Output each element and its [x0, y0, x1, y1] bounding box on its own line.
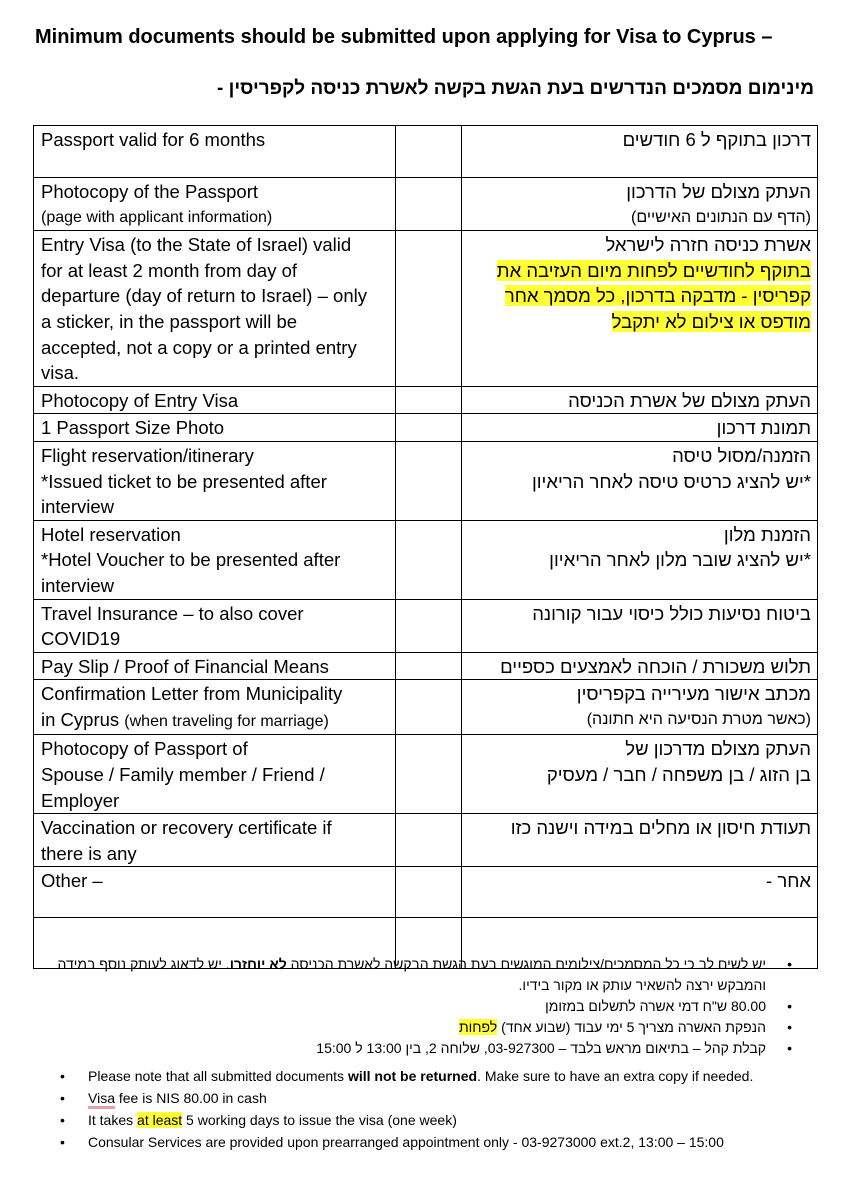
row-en-cell: Hotel reservation *Hotel Voucher to be presented after interview: [34, 520, 396, 599]
table-row: [34, 814, 818, 867]
row-he-cell: תמונת דרכון: [462, 414, 818, 442]
row-en-cell: Photocopy of Entry Visa: [34, 386, 396, 414]
table-row: [34, 735, 818, 814]
page-title-en: Minimum documents should be submitted upon applying for Visa to Cyprus –: [35, 26, 773, 48]
row-check-cell: [396, 231, 462, 387]
row-he-cell: תעודת חיסון או מחלים במידה וישנה כזו: [462, 814, 818, 867]
list-item: • קבלת קהל – בתיאום מראש בלבד – 03-927300, שלוחה 2, בין 13:00 ל 15:00: [52, 1038, 792, 1059]
row-check-cell: [396, 414, 462, 442]
row-he-cell: תלוש משכורת / הוכחה לאמצעים כספיים: [462, 652, 818, 680]
highlight-mark: מודפס או צילום לא יתקבל: [611, 310, 811, 332]
row-he-cell: אחר -: [462, 867, 818, 918]
row-en-cell: Other –: [34, 867, 396, 918]
row-he-cell: הזמנת מלון *יש להציג שובר מלון לאחר הריאיון: [462, 520, 818, 599]
row-check-cell: [396, 735, 462, 814]
row-en-cell: Passport valid for 6 months: [34, 126, 396, 178]
table-row: [34, 386, 818, 414]
row-check-cell: [396, 520, 462, 599]
row-en-cell: Photocopy of Passport of Spouse / Family member / Friend / Employer: [34, 735, 396, 814]
list-item: • 80.00 ש"ח דמי אשרה לתשלום במזומן: [52, 996, 792, 1017]
row-check-cell: [396, 867, 462, 918]
table-row: [34, 441, 818, 520]
highlight-mark: לפחות: [458, 1019, 498, 1035]
highlight-mark: at least: [137, 1112, 183, 1128]
row-en-cell: Pay Slip / Proof of Financial Means: [34, 652, 396, 680]
row-check-cell: [396, 599, 462, 652]
page-title-he: מינימום מסמכים הנדרשים בעת הגשת בקשה לאשרת כניסה לקפריסין -: [217, 78, 814, 99]
highlight-mark: קפריסין - מדבקה בדרכון, כל מסמך אחר: [504, 285, 811, 307]
row-check-cell: [396, 441, 462, 520]
row-check-cell: [396, 126, 462, 178]
table-row: [34, 867, 818, 918]
row-en-cell: Travel Insurance – to also cover COVID19: [34, 599, 396, 652]
list-item: • יש לשים לב כי כל המסמכים/צילומים המוגשים בעת הגשת הבקשה לאשרת הכניסה לא יוחזרו. יש לדאוג לעותק נוסף במידה והמבקש ירצה להשאיר עותק או מקור בידיו.: [52, 954, 792, 996]
row-he-cell: מכתב אישור מעירייה בקפריסין (כאשר מטרת הנסיעה היא חתונה): [462, 680, 818, 735]
hebrew-notes-list: [52, 954, 792, 1059]
table-row: [34, 414, 818, 442]
row-check-cell: [396, 680, 462, 735]
table-row: [34, 520, 818, 599]
row-he-cell: העתק מצולם מדרכון של בן הזוג / בן משפחה / חבר / מעסיק: [462, 735, 818, 814]
list-item: • Consular Services are provided upon prearranged appointment only - 03-9273000 ext.2, 13:00 – 15:00: [60, 1131, 830, 1153]
row-he-cell: הזמנה/מסול טיסה *יש להציג כרטיס טיסה לאחר הריאיון: [462, 441, 818, 520]
row-he-cell: העתק מצולם של הדרכון (הדף עם הנתונים האישיים): [462, 178, 818, 231]
list-item: • Please note that all submitted documents will not be returned. Make sure to have an extra copy if needed.: [60, 1065, 830, 1087]
table-row: [34, 126, 818, 178]
table-row: [34, 231, 818, 387]
row-en-cell: Photocopy of the Passport (page with applicant information): [34, 178, 396, 231]
spellcheck-mark: Visa: [88, 1090, 115, 1109]
row-he-cell: אשרת כניסה חזרה לישראל בתוקף לחודשיים לפחות מיום העזיבה את קפריסין - מדבקה בדרכון, כל מסמך אחר מודפס או צילום לא יתקבל: [462, 231, 818, 387]
row-en-cell: Entry Visa (to the State of Israel) valid for at least 2 month from day of departure (day of return to Israel) – only a sticker, in the passport will be accepted, not a copy or a printed entry visa.: [34, 231, 396, 387]
list-item: • הנפקת האשרה מצריך 5 ימי עבוד (שבוע אחד) לפחות: [52, 1017, 792, 1038]
table-row: [34, 178, 818, 231]
row-he-cell: דרכון בתוקף ל 6 חודשים: [462, 126, 818, 178]
row-check-cell: [396, 814, 462, 867]
row-check-cell: [396, 652, 462, 680]
row-check-cell: [396, 386, 462, 414]
english-notes-list: [60, 1065, 830, 1153]
row-he-cell: ביטוח נסיעות כולל כיסוי עבור קורונה: [462, 599, 818, 652]
documents-table: [33, 125, 818, 969]
list-item: • It takes at least 5 working days to issue the visa (one week): [60, 1109, 830, 1131]
highlight-mark: בתוקף לחודשיים לפחות מיום העזיבה את: [496, 259, 811, 281]
table-row: [34, 680, 818, 735]
row-check-cell: [396, 178, 462, 231]
row-en-cell: Vaccination or recovery certificate if there is any: [34, 814, 396, 867]
table-row: [34, 652, 818, 680]
list-item: • Visa fee is NIS 80.00 in cash: [60, 1087, 830, 1109]
row-en-cell: Flight reservation/itinerary *Issued ticket to be presented after interview: [34, 441, 396, 520]
table-row: [34, 599, 818, 652]
row-he-cell: העתק מצולם של אשרת הכניסה: [462, 386, 818, 414]
row-en-cell: 1 Passport Size Photo: [34, 414, 396, 442]
row-en-cell: Confirmation Letter from Municipality in Cyprus (when traveling for marriage): [34, 680, 396, 735]
